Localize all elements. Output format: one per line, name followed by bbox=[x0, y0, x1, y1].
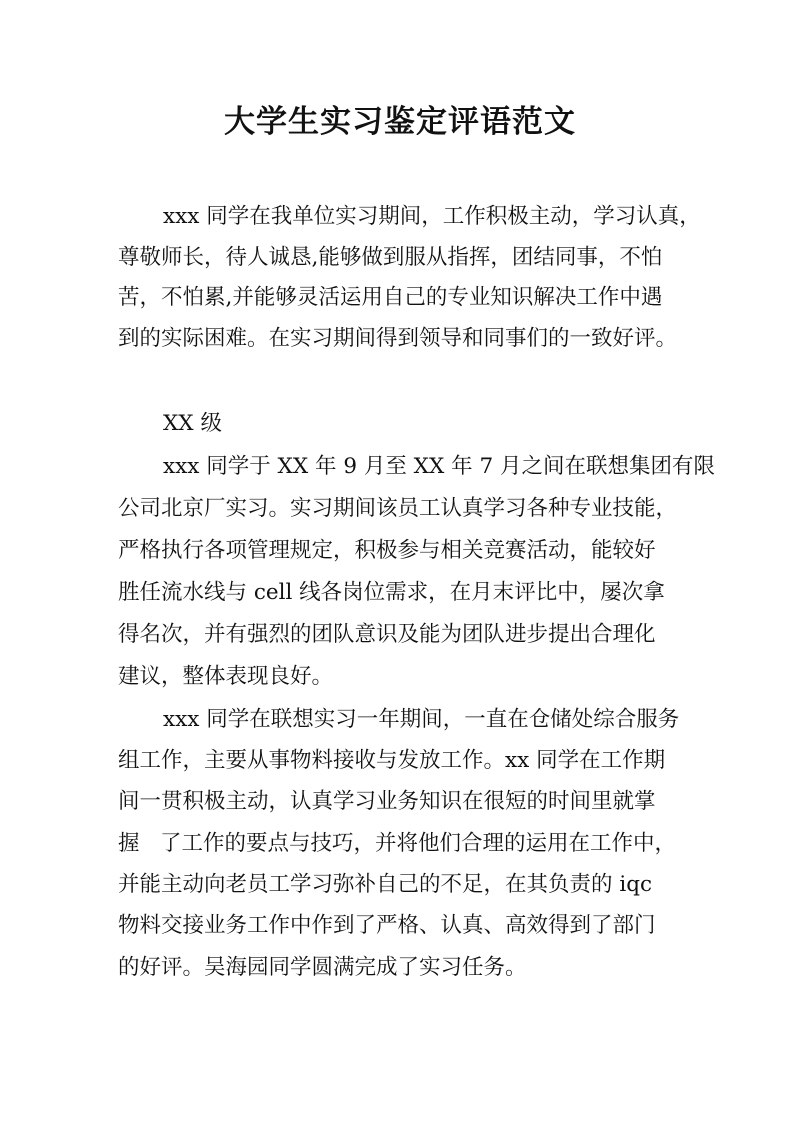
text-line: xxx 同学于 XX 年 9 月至 XX 年 7 月之间在联想集团有限 bbox=[163, 454, 715, 479]
text-line: 公司北京厂实习。实习期间该员工认真学习各种专业技能， bbox=[118, 496, 678, 521]
page-title: 大学生实习鉴定评语范文 bbox=[224, 104, 576, 140]
text-line: 并能主动向老员工学习弥补自己的不足，在其负责的 iqc bbox=[118, 872, 653, 897]
text-line: 得名次，并有强烈的团队意识及能为团队进步提出合理化 bbox=[118, 622, 656, 647]
text-line: 到的实际困难。在实习期间得到领导和同事们的一致好评。 bbox=[118, 326, 678, 351]
text-line: 建议，整体表现良好。 bbox=[118, 664, 334, 689]
text-line: 组工作，主要从事物料接收与发放工作。xx 同学在工作期 bbox=[118, 748, 666, 773]
text-line: 严格执行各项管理规定，积极参与相关竞赛活动，能较好 bbox=[118, 538, 656, 563]
text-line: 胜任流水线与 cell 线各岗位需求，在月末评比中，屡次拿 bbox=[118, 580, 665, 605]
text-line: 握 了工作的要点与技巧，并将他们合理的运用在工作中， bbox=[118, 831, 677, 856]
text-line: xxx 同学在联想实习一年期间，一直在仓储处综合服务 bbox=[163, 707, 680, 732]
text-line: 尊敬师长，待人诚恳,能够做到服从指挥，团结同事，不怕 bbox=[118, 245, 663, 270]
text-line: 间一贯积极主动，认真学习业务知识在很短的时间里就掌 bbox=[118, 789, 656, 814]
section-heading: XX 级 bbox=[163, 411, 222, 436]
text-line: xxx 同学在我单位实习期间，工作积极主动，学习认真， bbox=[163, 204, 701, 229]
text-line: 的好评。吴海园同学圆满完成了实习任务。 bbox=[118, 955, 527, 980]
text-line: 苦，不怕累,并能够灵活运用自己的专业知识解决工作中遇 bbox=[118, 285, 663, 310]
text-line: 物料交接业务工作中作到了严格、认真、高效得到了部门 bbox=[118, 913, 656, 938]
